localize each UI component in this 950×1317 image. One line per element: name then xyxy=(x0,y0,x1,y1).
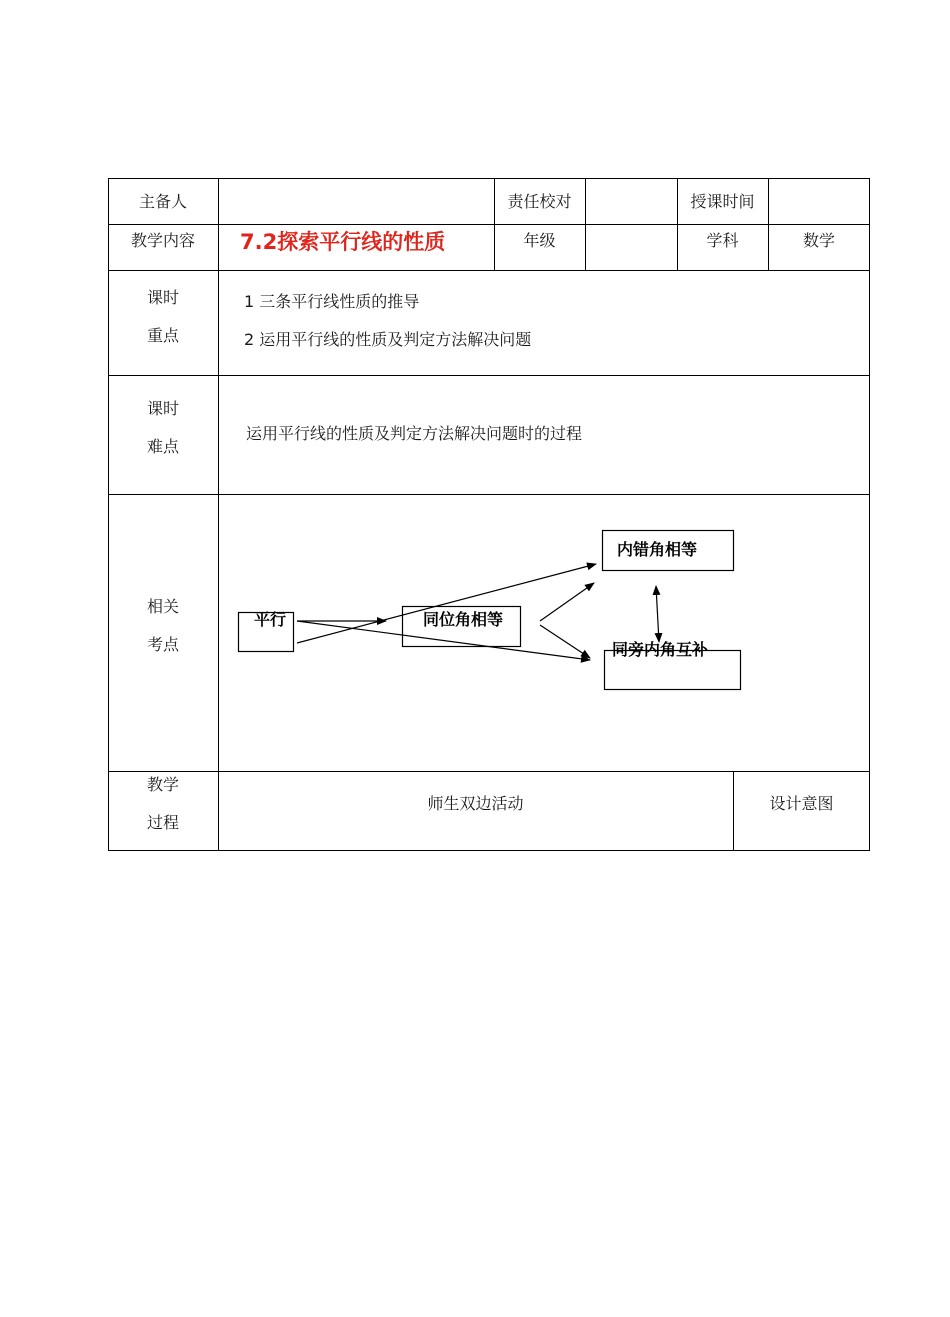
arrow-alternate-same-side xyxy=(656,586,659,642)
difficulties-label-line2: 难点 xyxy=(146,437,179,456)
arrow-parallel-to-alternate xyxy=(297,564,596,643)
preparer-label: 主备人 xyxy=(138,192,187,211)
activity-label: 师生双边活动 xyxy=(427,794,524,813)
design-label: 设计意图 xyxy=(769,794,834,813)
subject-label: 学科 xyxy=(706,231,739,250)
same-side-label: 同旁内角互补 xyxy=(612,640,709,659)
parallel-label: 平行 xyxy=(254,610,287,629)
arrow-corresponding-to-alternate xyxy=(540,583,594,621)
alternate-label: 内错角相等 xyxy=(617,540,698,559)
subject-value: 数学 xyxy=(802,231,835,250)
grade-label: 年级 xyxy=(523,231,556,250)
exam-points-label-line2: 考点 xyxy=(146,635,179,654)
corresponding-label: 同位角相等 xyxy=(423,610,504,629)
key-points-label-line2: 重点 xyxy=(146,326,179,345)
arrow-corresponding-to-same-side xyxy=(540,625,590,658)
content-label: 教学内容 xyxy=(130,231,195,250)
teaching-time-label: 授课时间 xyxy=(690,192,755,211)
proofreader-label: 责任校对 xyxy=(507,192,572,211)
key-point-item: 2 运用平行线的性质及判定方法解决问题 xyxy=(244,330,532,349)
exam-points-label-line1: 相关 xyxy=(146,597,179,616)
lesson-title: 7.2探索平行线的性质 xyxy=(240,230,446,254)
difficulties-label-line1: 课时 xyxy=(146,399,179,418)
key-point-item: 1 三条平行线性质的推导 xyxy=(244,292,420,311)
process-label-line1: 教学 xyxy=(146,775,179,794)
key-points-label-line1: 课时 xyxy=(146,288,179,307)
process-label-line2: 过程 xyxy=(146,813,179,832)
difficulties-text: 运用平行线的性质及判定方法解决问题时的过程 xyxy=(246,424,583,443)
